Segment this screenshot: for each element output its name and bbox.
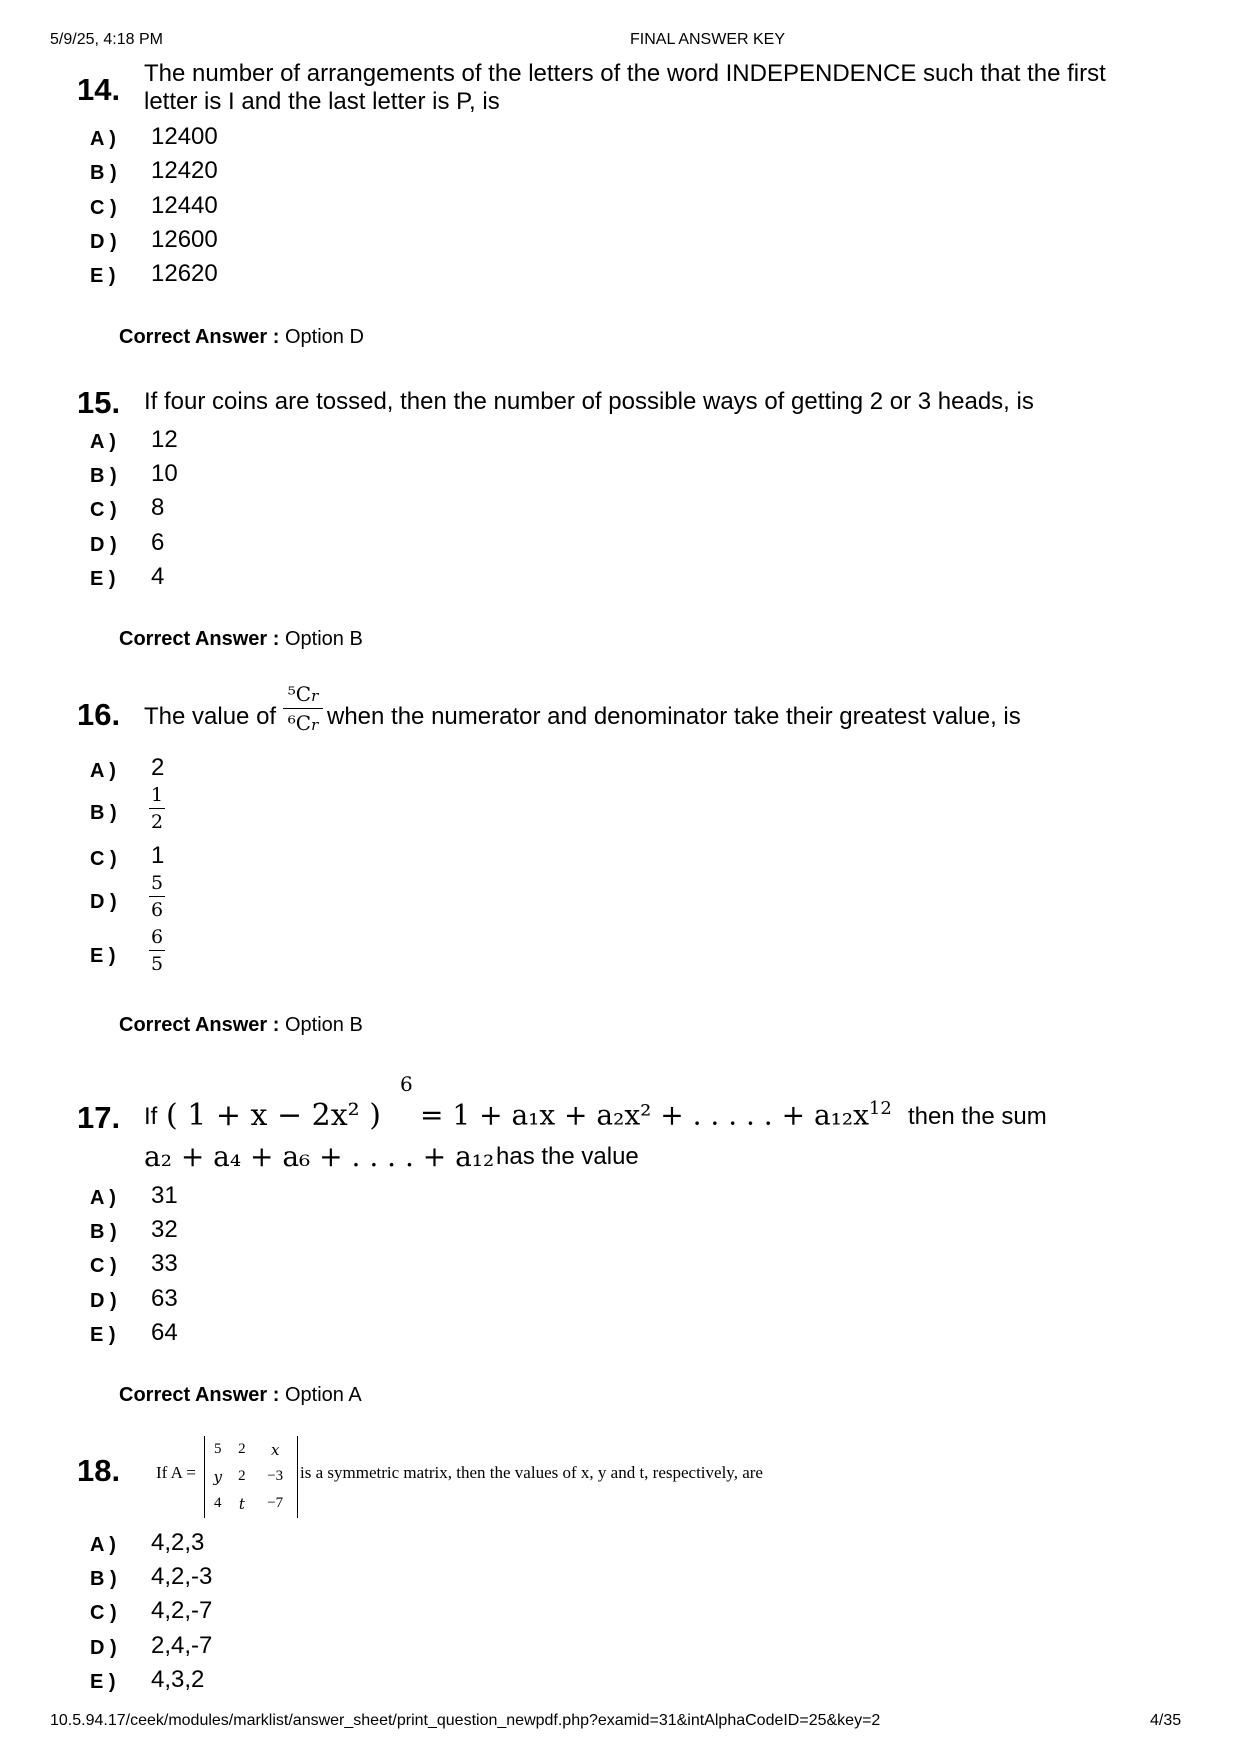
option-a: 2	[151, 754, 165, 781]
matrix-cell: t	[238, 1494, 245, 1513]
matrix-cell: −3	[267, 1468, 284, 1484]
correct-answer-label: Correct Answer :	[119, 1014, 280, 1036]
option-label: A )	[90, 128, 116, 150]
option-b-numerator: 1	[150, 784, 164, 806]
correct-answer-value: Option B	[284, 1014, 363, 1036]
fraction-numerator-sub: r	[311, 687, 319, 705]
option-label: A )	[90, 431, 116, 453]
option-label: E )	[90, 568, 116, 590]
option-b-denominator: 2	[150, 811, 164, 833]
option-c: 12440	[151, 192, 218, 219]
option-a: 12	[151, 426, 178, 453]
option-d: 6	[151, 529, 165, 556]
option-label: C )	[90, 499, 117, 521]
option-label: E )	[90, 945, 116, 967]
option-b: 12420	[151, 157, 218, 184]
option-label: D )	[90, 1290, 117, 1312]
question-text: letter is I and the last letter is P, is	[144, 88, 500, 115]
correct-answer-value: Option A	[284, 1384, 362, 1406]
correct-answer	[119, 1014, 363, 1037]
page-title: FINAL ANSWER KEY	[630, 31, 785, 48]
option-d-numerator: 5	[150, 872, 164, 894]
question-number: 14.	[77, 72, 121, 107]
option-c: 1	[151, 842, 165, 869]
option-e-denominator: 5	[150, 953, 164, 975]
option-label: D )	[90, 231, 117, 253]
math-exponent: 6	[400, 1072, 413, 1096]
option-c: 4,2,-7	[151, 1597, 213, 1624]
question-number: 15.	[77, 385, 121, 420]
question-text: If four coins are tossed, then the number of possible ways of getting 2 or 3 heads, is	[144, 388, 1034, 415]
question-fraction	[283, 682, 323, 735]
option-label: E )	[90, 1324, 116, 1346]
question-text: is a symmetric matrix, then the values of x, y and t, respectively, are	[300, 1463, 763, 1482]
option-label: B )	[90, 1221, 117, 1243]
option-a: 4,2,3	[151, 1529, 205, 1556]
correct-answer-value: Option B	[284, 628, 363, 650]
option-label: B )	[90, 802, 117, 824]
correct-answer-label: Correct Answer :	[119, 1384, 280, 1406]
option-b: 4,2,-3	[151, 1563, 213, 1590]
option-e: 4,3,2	[151, 1666, 205, 1693]
option-c: 8	[151, 494, 165, 521]
option-b	[149, 784, 165, 833]
correct-answer-value: Option D	[284, 326, 364, 348]
question-text: has the value	[496, 1143, 639, 1170]
option-label: E )	[90, 265, 116, 287]
fraction-denominator: ⁶C	[287, 711, 312, 735]
option-label: B )	[90, 162, 117, 184]
correct-answer	[119, 326, 364, 349]
option-d: 12600	[151, 226, 218, 253]
option-e: 64	[151, 1319, 178, 1346]
option-d: 63	[151, 1285, 178, 1312]
matrix-A	[204, 1436, 298, 1518]
option-label: C )	[90, 1255, 117, 1277]
option-label: A )	[90, 760, 116, 782]
question-number: 16.	[77, 697, 121, 732]
matrix-cell: 2	[238, 1441, 246, 1457]
option-label: E )	[90, 1671, 116, 1693]
option-b: 10	[151, 460, 178, 487]
option-label: B )	[90, 465, 117, 487]
option-label: A )	[90, 1187, 116, 1209]
matrix-cell: x	[270, 1440, 280, 1459]
page-number: 4/35	[1150, 1712, 1182, 1729]
option-e-numerator: 6	[150, 926, 164, 948]
option-d: 2,4,-7	[151, 1632, 213, 1659]
question-number: 18.	[77, 1453, 121, 1488]
question-text: The value of	[144, 703, 277, 730]
option-label: D )	[90, 1637, 117, 1659]
option-b: 32	[151, 1216, 178, 1243]
math-expression-right-sup: 12	[868, 1098, 892, 1119]
option-e	[149, 926, 165, 975]
option-a: 12400	[151, 123, 218, 150]
question-text: The number of arrangements of the letters of the word INDEPENDENCE such that the first	[144, 60, 1106, 87]
page-url: 10.5.94.17/ceek/modules/marklist/answer_sheet/print_question_newpdf.php?examid=31&intAlphaCodeID=25&key=2	[50, 1712, 881, 1729]
correct-answer	[119, 1384, 362, 1407]
fraction-denominator-sub: r	[311, 716, 319, 734]
math-expression-right	[420, 1098, 892, 1131]
option-label: B )	[90, 1568, 117, 1590]
option-c: 33	[151, 1250, 178, 1277]
matrix-cell: 2	[238, 1468, 246, 1484]
option-e: 12620	[151, 260, 218, 287]
fraction-numerator: ⁵C	[287, 682, 312, 706]
option-d-denominator: 6	[150, 899, 164, 921]
option-label: C )	[90, 1602, 117, 1624]
option-label: C )	[90, 197, 117, 219]
question-text: when the numerator and denominator take their greatest value, is	[327, 703, 1021, 730]
math-expression-sum: a₂ + a₄ + a₆ + . . . . + a₁₂	[144, 1140, 495, 1173]
matrix-cell: y	[213, 1467, 222, 1486]
question-text: then the sum	[908, 1103, 1047, 1130]
math-expression-right-text: = 1 + a₁x + a₂x² + . . . . . + a₁₂x	[420, 1098, 869, 1132]
question-number: 17.	[77, 1100, 121, 1135]
correct-answer-label: Correct Answer :	[119, 628, 280, 650]
matrix-cell: 4	[213, 1495, 222, 1511]
question-text: If	[144, 1103, 158, 1130]
option-label: D )	[90, 534, 117, 556]
option-d	[149, 872, 165, 921]
option-label: C )	[90, 848, 117, 870]
math-expression-left: ( 1 + x − 2x² )	[166, 1098, 381, 1133]
option-a: 31	[151, 1182, 178, 1209]
print-datetime: 5/9/25, 4:18 PM	[50, 31, 163, 48]
option-label: D )	[90, 891, 117, 913]
question-text: If A =	[156, 1463, 196, 1482]
correct-answer-label: Correct Answer :	[119, 326, 280, 348]
matrix-cell: −7	[267, 1495, 284, 1511]
correct-answer	[119, 628, 363, 651]
option-label: A )	[90, 1534, 116, 1556]
matrix-cell: 5	[213, 1441, 222, 1457]
option-e: 4	[151, 563, 165, 590]
